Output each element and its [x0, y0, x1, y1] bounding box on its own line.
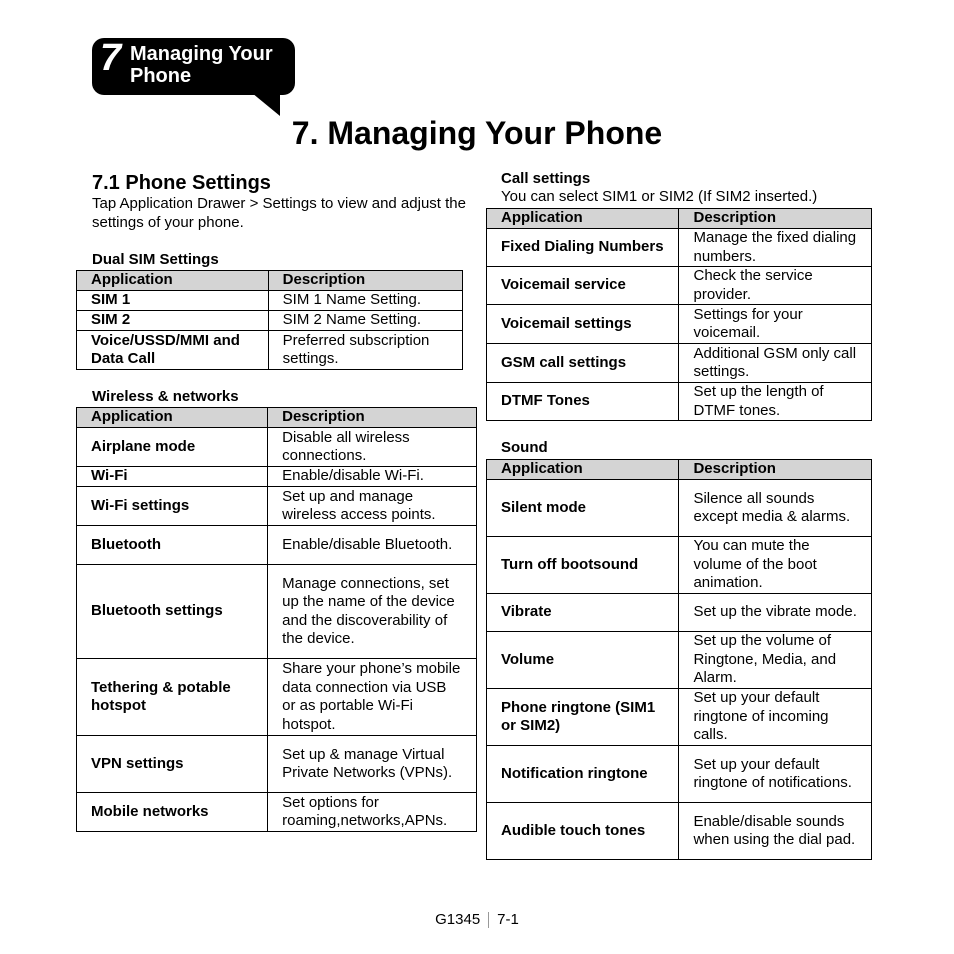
row-description: Share your phone’s mobile data connection via USB or as portable Wi-Fi hotspot.: [268, 659, 477, 736]
table-row: [487, 689, 872, 746]
table-row: [487, 632, 872, 689]
column-header-description: Description: [268, 408, 477, 428]
table-row: [487, 537, 872, 594]
table-row: [77, 428, 477, 467]
row-application: Turn off bootsound: [487, 537, 679, 594]
chapter-badge-tail: [246, 88, 280, 116]
table-row: [77, 736, 477, 793]
row-description: Set up the length of DTMF tones.: [679, 383, 872, 421]
table-row: [77, 659, 477, 736]
row-application: VPN settings: [77, 736, 268, 793]
row-application: Bluetooth settings: [77, 565, 268, 659]
sound-table: [486, 459, 872, 860]
wireless-heading: Wireless & networks: [92, 388, 239, 405]
row-application: Voicemail service: [487, 267, 679, 305]
table-row: [487, 594, 872, 632]
row-application: Voice/USSD/MMI and Data Call: [77, 331, 269, 370]
row-description: Additional GSM only call settings.: [679, 344, 872, 383]
table-row: [77, 291, 463, 311]
column-header-application: Application: [487, 209, 679, 229]
call-settings-note: You can select SIM1 or SIM2 (If SIM2 inserted.): [501, 188, 818, 205]
table-row: [77, 565, 477, 659]
row-application: Notification ringtone: [487, 746, 679, 803]
chapter-label: [130, 43, 273, 87]
table-row: [487, 803, 872, 860]
table-row: [487, 480, 872, 537]
row-description: You can mute the volume of the boot animation.: [679, 537, 872, 594]
row-application: Audible touch tones: [487, 803, 679, 860]
section-title: 7.1 Phone Settings: [92, 172, 271, 194]
call-settings-heading: Call settings: [501, 170, 591, 187]
row-description: Enable/disable sounds when using the dial pad.: [679, 803, 872, 860]
table-row: [487, 383, 872, 421]
row-description: Set up the volume of Ringtone, Media, and Alarm.: [679, 632, 872, 689]
table-row: [77, 793, 477, 832]
row-description: Disable all wireless connections.: [268, 428, 477, 467]
footer-divider: [488, 912, 489, 928]
row-description: Set up and manage wireless access points.: [268, 487, 477, 526]
table-row: [77, 526, 477, 565]
row-description: Silence all sounds except media & alarms.: [679, 480, 872, 537]
column-header-application: Application: [77, 408, 268, 428]
sound-heading: Sound: [501, 439, 548, 456]
dual-sim-table: [76, 270, 463, 370]
footer-page-number: 7-1: [497, 911, 519, 928]
row-description: SIM 2 Name Setting.: [268, 311, 462, 331]
column-header-application: Application: [77, 271, 269, 291]
row-application: Airplane mode: [77, 428, 268, 467]
row-application: SIM 2: [77, 311, 269, 331]
chapter-number: 7: [100, 37, 122, 79]
row-description: Enable/disable Bluetooth.: [268, 526, 477, 565]
column-header-application: Application: [487, 460, 679, 480]
page-footer: [0, 911, 954, 929]
row-application: Wi-Fi settings: [77, 487, 268, 526]
row-description: Manage connections, set up the name of the device and the discoverability of the device.: [268, 565, 477, 659]
row-description: Settings for your voicemail.: [679, 305, 872, 344]
row-application: GSM call settings: [487, 344, 679, 383]
row-description: Set options for roaming,networks,APNs.: [268, 793, 477, 832]
row-description: Preferred subscription settings.: [268, 331, 462, 370]
row-application: Vibrate: [487, 594, 679, 632]
table-row: [487, 746, 872, 803]
column-header-description: Description: [679, 209, 872, 229]
row-application: DTMF Tones: [487, 383, 679, 421]
column-header-description: Description: [679, 460, 872, 480]
row-description: Manage the fixed dialing numbers.: [679, 229, 872, 267]
table-row: [487, 267, 872, 305]
table-row: [487, 305, 872, 344]
section-intro: Tap Application Drawer > Settings to view and adjust the settings of your phone.: [92, 195, 466, 231]
table-row: [77, 467, 477, 487]
row-description: SIM 1 Name Setting.: [268, 291, 462, 311]
wireless-table: [76, 407, 477, 832]
column-header-description: Description: [268, 271, 462, 291]
row-application: Wi-Fi: [77, 467, 268, 487]
call-settings-table: [486, 208, 872, 421]
row-application: Tethering & potable hotspot: [77, 659, 268, 736]
row-application: Voicemail settings: [487, 305, 679, 344]
page-title: 7. Managing Your Phone: [291, 115, 663, 151]
row-description: Set up your default ringtone of notifications.: [679, 746, 872, 803]
row-description: Check the service provider.: [679, 267, 872, 305]
row-description: Set up & manage Virtual Private Networks (VPNs).: [268, 736, 477, 793]
row-application: SIM 1: [77, 291, 269, 311]
row-application: Phone ringtone (SIM1 or SIM2): [487, 689, 679, 746]
chapter-label-line2: Phone: [130, 65, 192, 87]
footer-model: G1345: [435, 911, 481, 928]
row-description: Enable/disable Wi-Fi.: [268, 467, 477, 487]
table-row: [77, 311, 463, 331]
table-row: [77, 331, 463, 370]
row-application: Bluetooth: [77, 526, 268, 565]
chapter-label-line1: Managing Your: [130, 43, 273, 65]
row-application: Fixed Dialing Numbers: [487, 229, 679, 267]
row-application: Volume: [487, 632, 679, 689]
row-application: Silent mode: [487, 480, 679, 537]
table-row: [77, 487, 477, 526]
table-row: [487, 344, 872, 383]
row-description: Set up your default ringtone of incoming calls.: [679, 689, 872, 746]
table-row: [487, 229, 872, 267]
row-application: Mobile networks: [77, 793, 268, 832]
dual-sim-heading: Dual SIM Settings: [92, 251, 219, 268]
row-description: Set up the vibrate mode.: [679, 594, 872, 632]
